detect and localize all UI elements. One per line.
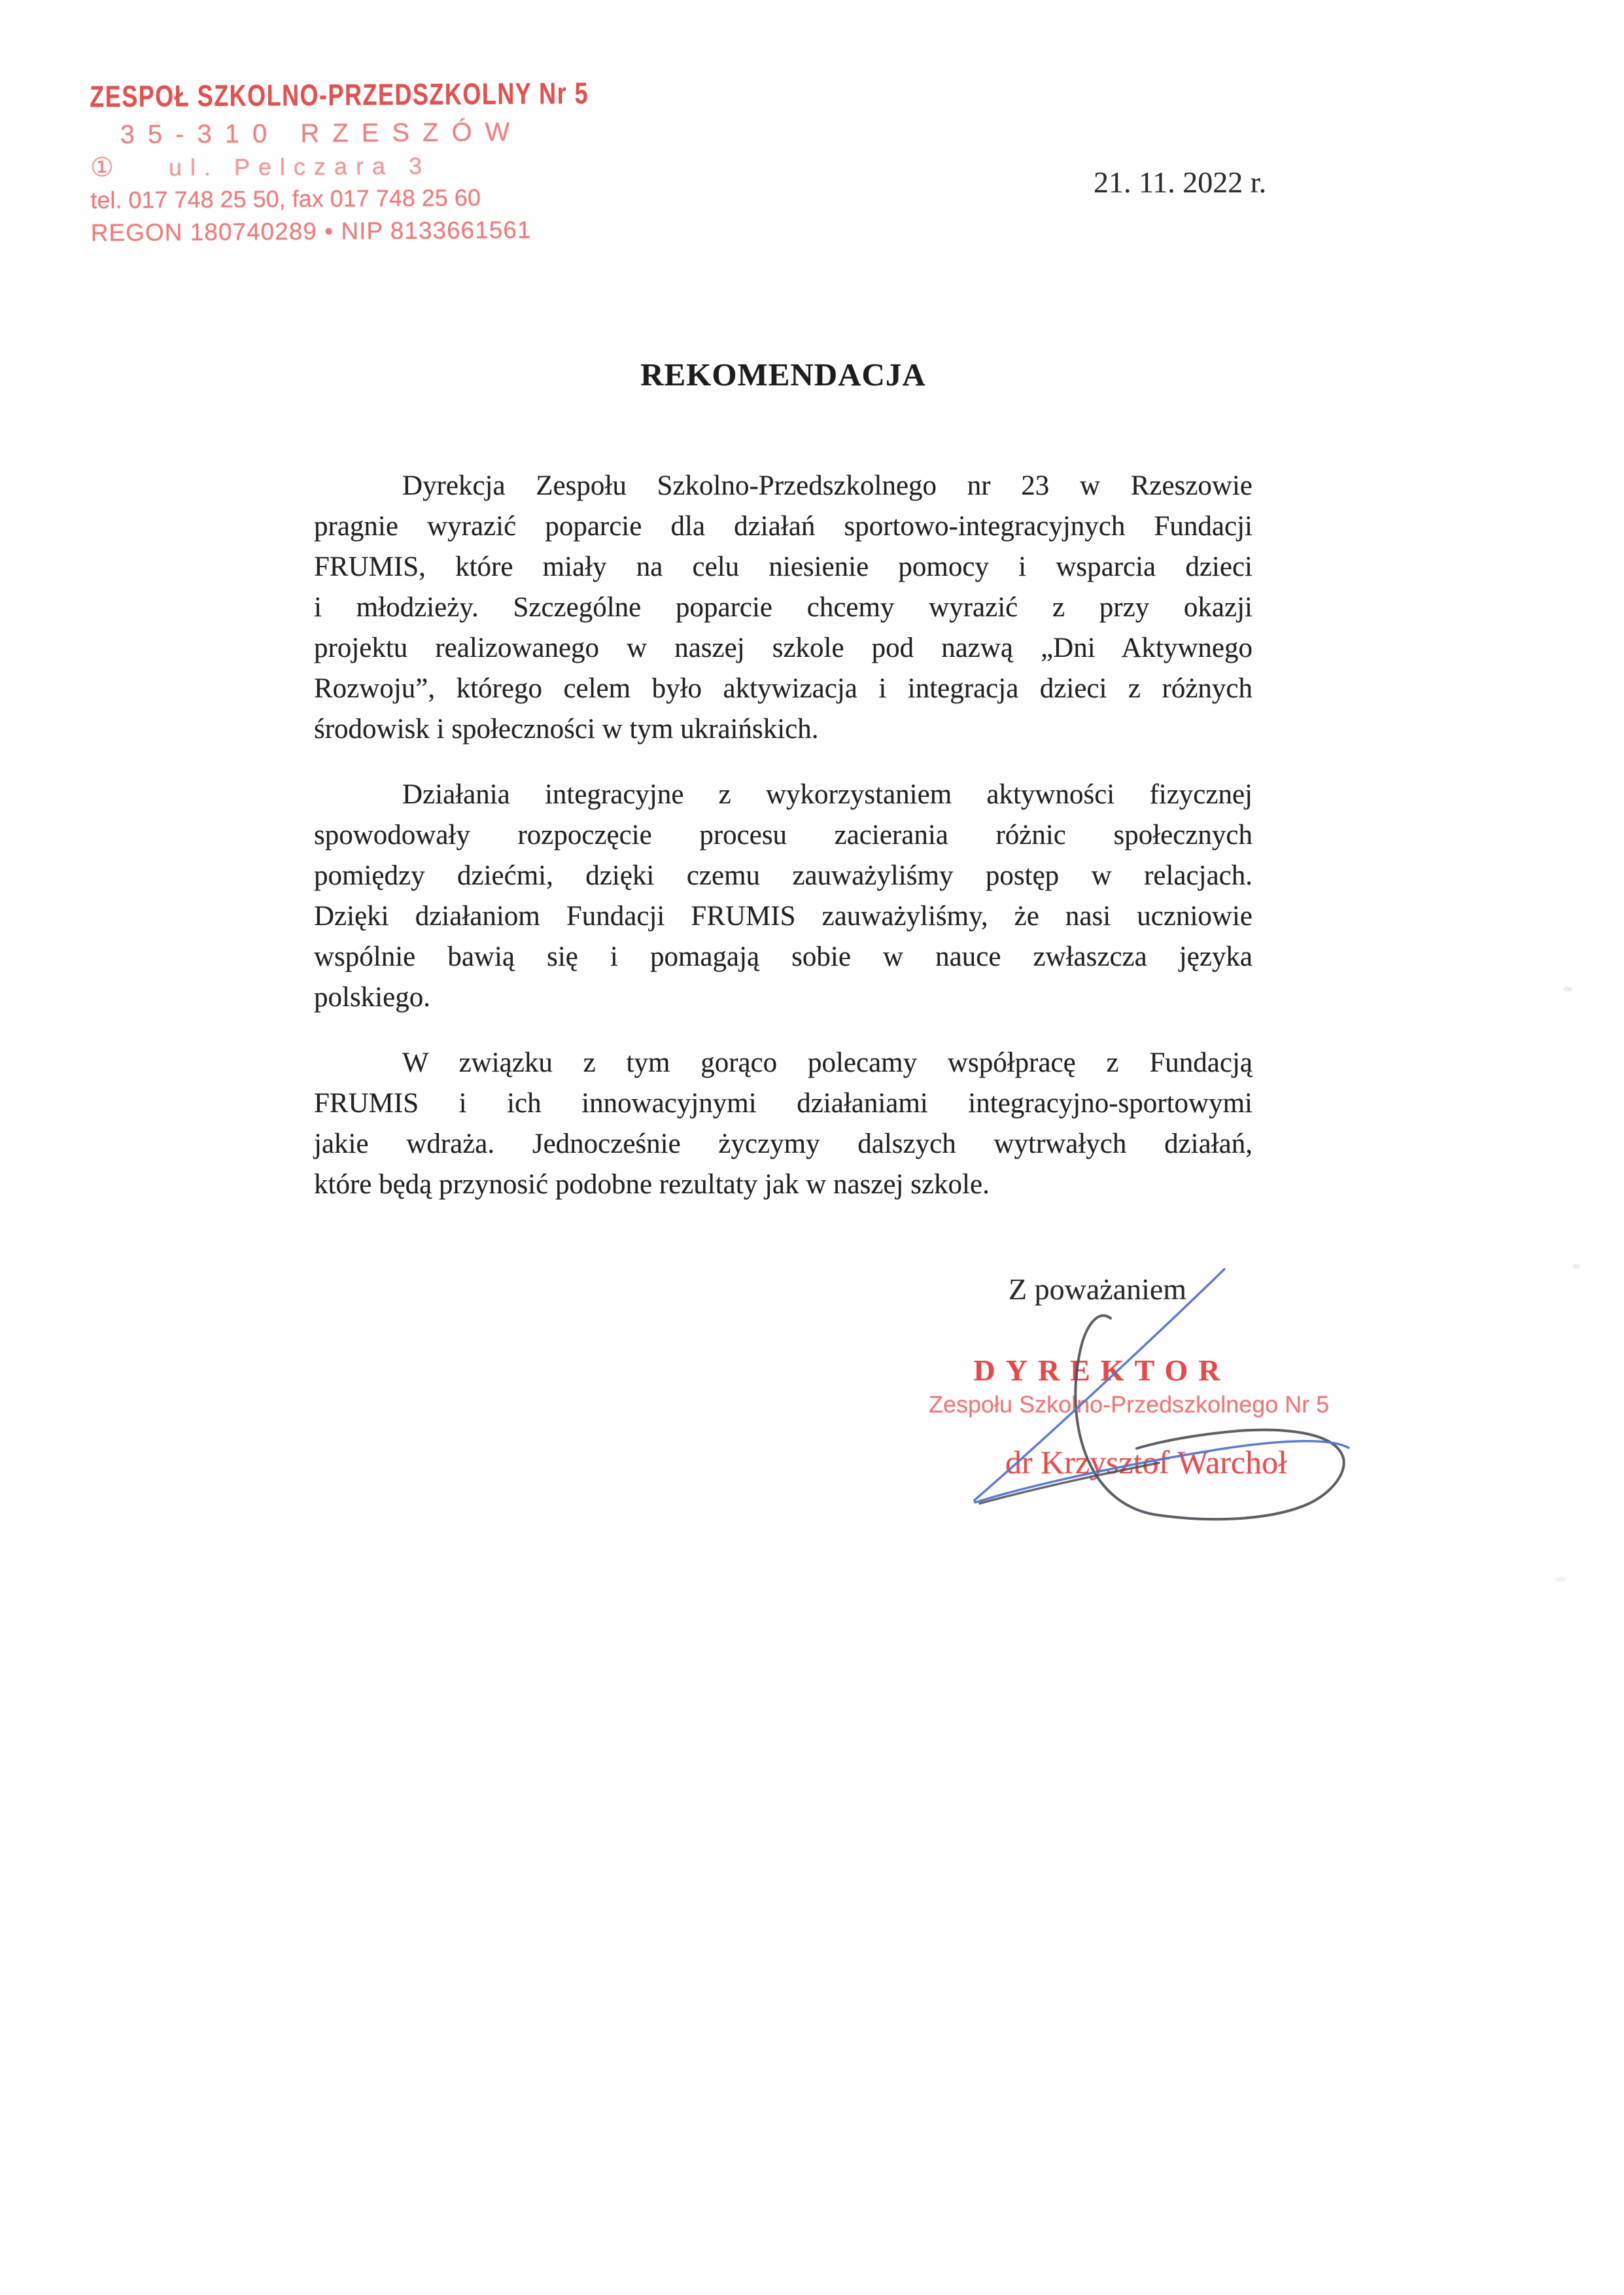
scan-speck xyxy=(154,120,161,126)
stamp-street: ul. Pelczara 3 xyxy=(168,152,431,181)
body-paragraph xyxy=(314,466,1253,750)
stamp-postal-city: 35-310 RZESZÓW xyxy=(120,117,523,150)
stamp-regon-nip: REGON 180740289 • NIP 8133661561 xyxy=(90,216,532,247)
body-paragraph xyxy=(314,1043,1253,1205)
circled-one-icon: ① xyxy=(90,153,114,183)
scan-speck xyxy=(1555,1577,1566,1582)
body-line: które będą przynosić podobne rezultaty jak w naszej szkole. xyxy=(314,1169,990,1200)
letter-title: REKOMENDACJA xyxy=(640,357,926,393)
stamp-phone-fax: tel. 017 748 25 50, fax 017 748 25 60 xyxy=(90,184,481,214)
body-line: FRUMIS, które miały na celu niesienie pomocy i wsparcia dzieci xyxy=(314,552,1253,582)
body-line: Rozwoju”, którego celem było aktywizacja i integracja dzieci z różnych xyxy=(314,673,1253,704)
director-title-stamp: DYREKTOR xyxy=(973,1354,1231,1387)
director-name-stamp: dr Krzysztof Warchoł xyxy=(1005,1444,1288,1480)
body-line: W związku z tym gorąco polecamy współpracę z Fundacją xyxy=(402,1047,1253,1078)
body-text xyxy=(314,466,1253,1205)
body-line: projektu realizowanego w naszej szkole pod nazwą „Dni Aktywnego xyxy=(314,633,1253,663)
body-paragraph xyxy=(314,775,1253,1018)
body-line: i młodzieży. Szczególne poparcie chcemy wyrazić z przy okazji xyxy=(314,592,1253,623)
letter-date: 21. 11. 2022 r. xyxy=(1094,166,1267,199)
body-line: Dzięki działaniom Fundacji FRUMIS zauważyliśmy, że nasi uczniowie xyxy=(314,901,1253,932)
body-line: spowodowały rozpoczęcie procesu zacierania różnic społecznych xyxy=(314,820,1253,850)
body-line: jakie wdraża. Jednocześnie życzymy dalszych wytrwałych działań, xyxy=(314,1129,1253,1159)
closing-phrase: Z poważaniem xyxy=(1009,1272,1187,1306)
body-line: pomiędzy dziećmi, dzięki czemu zauważyliśmy postęp w relacjach. xyxy=(314,860,1253,891)
body-line: Dyrekcja Zespołu Szkolno-Przedszkolnego nr 23 w Rzeszowie xyxy=(402,470,1253,501)
body-line: wspólnie bawią się i pomagają sobie w nauce zwłaszcza języka xyxy=(314,941,1253,972)
body-line: Działania integracyjne z wykorzystaniem aktywności fizycznej xyxy=(402,779,1253,810)
body-line: środowisk i społeczności w tym ukraińskich. xyxy=(314,714,819,745)
scan-speck xyxy=(1563,987,1572,992)
stamp-address-line xyxy=(90,150,535,183)
body-line: pragnie wyrazić poparcie dla działań sportowo-integracyjnych Fundacji xyxy=(314,511,1253,542)
institution-stamp xyxy=(90,76,589,247)
stamp-institution-name: ZESPOŁ SZKOLNO-PRZEDSZKOLNY Nr 5 xyxy=(90,76,589,114)
body-line: FRUMIS i ich innowacyjnymi działaniami integracyjno-sportowymi xyxy=(314,1088,1253,1119)
director-org-stamp: Zespołu Szkolno-Przedszkolnego Nr 5 xyxy=(929,1391,1330,1418)
body-line: polskiego. xyxy=(314,982,430,1013)
scan-speck xyxy=(1572,1264,1580,1269)
